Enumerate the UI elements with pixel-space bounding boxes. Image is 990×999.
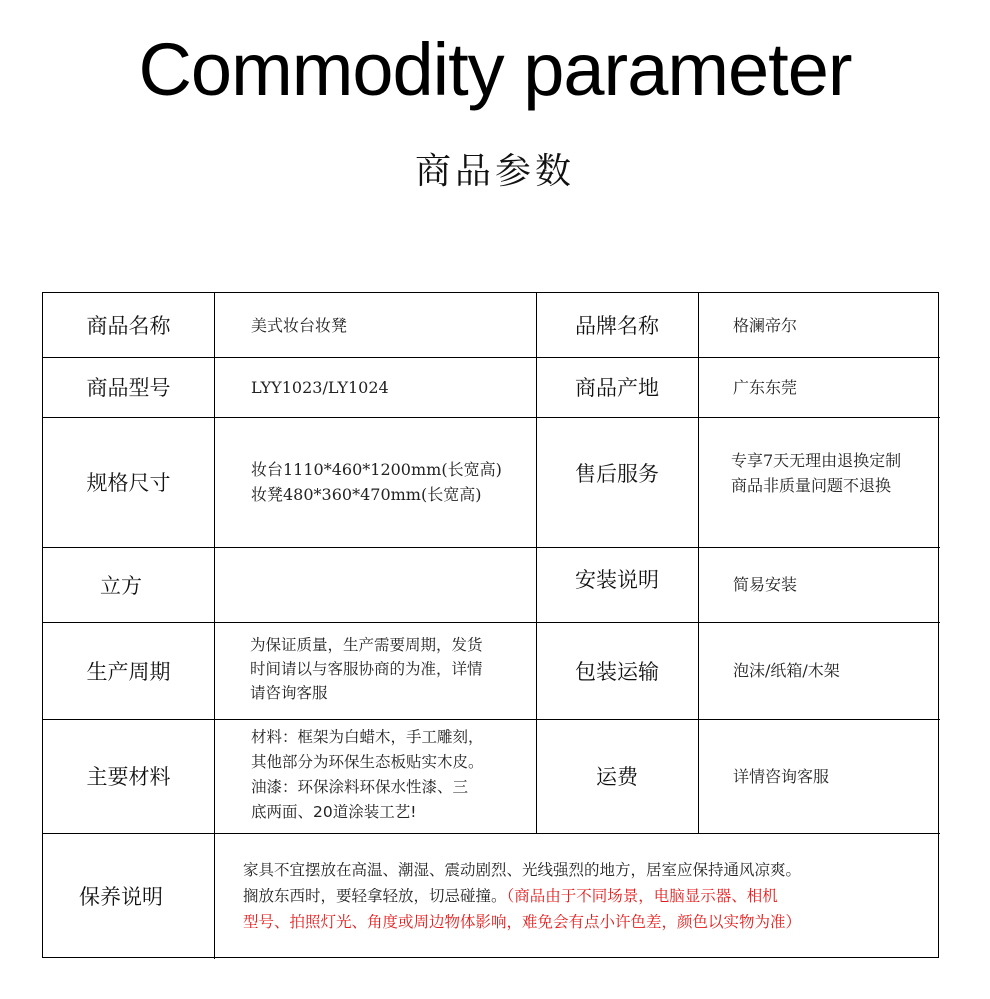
- parameter-table: [42, 292, 939, 958]
- value-dimensions: 妆台1110*460*1200mm(长宽高) 妆凳480*360*470mm(长宽高): [251, 460, 502, 504]
- value-model: LYY1023/LY1024: [251, 377, 389, 397]
- value-materials: 材料：框架为白蜡木，手工雕刻， 其他部分为环保生态板贴实木皮。 油漆：环保涂料环保水性漆、三 底两面、20道涂装工艺!: [251, 728, 484, 821]
- care-line-1: 家具不宜摆放在高温、潮湿、震动剧烈、光线强烈的地方，居室应保持通风凉爽。: [243, 861, 802, 879]
- label-installation: 安装说明: [575, 568, 659, 592]
- value-care: [243, 833, 940, 959]
- care-color-note-2: 型号、拍照灯光、角度或周边物体影响，难免会有点小许色差，颜色以实物为准）: [243, 913, 802, 931]
- label-production-cycle: 生产周期: [86, 659, 171, 684]
- care-line-2: 搁放东西时，要轻拿轻放，切忌碰撞。（商品由于不同场景，电脑显示器、相机: [243, 887, 778, 905]
- label-materials: 主要材料: [86, 765, 171, 789]
- value-origin: 广东东莞: [733, 377, 798, 397]
- label-product-name: 商品名称: [86, 314, 171, 338]
- value-volume: [251, 547, 536, 622]
- value-after-sales: 专享7天无理由退换定制 商品非质量问题不退换: [731, 451, 902, 495]
- page-title-english: Commodity parameter: [138, 28, 852, 111]
- care-color-note-1: （商品由于不同场景，电脑显示器、相机: [506, 887, 778, 905]
- value-product-name: 美式妆台妆凳: [251, 315, 348, 335]
- label-model: 商品型号: [86, 376, 171, 400]
- value-installation: 简易安装: [733, 575, 798, 594]
- value-production-cycle: 为保证质量，生产需要周期，发货 时间请以与客服协商的为准，详情 请咨询客服: [250, 636, 483, 702]
- page-title-chinese: 商品参数: [414, 151, 575, 192]
- label-shipping-fee: 运费: [596, 765, 638, 789]
- value-brand-name: 格澜帝尔: [733, 315, 798, 335]
- label-care: 保养说明: [79, 885, 163, 909]
- label-after-sales: 售后服务: [575, 462, 659, 486]
- label-brand-name: 品牌名称: [575, 314, 659, 338]
- label-volume: 立方: [100, 573, 142, 598]
- label-packaging: 包装运输: [575, 659, 659, 684]
- value-packaging: 泡沫/纸箱/木架: [733, 661, 840, 680]
- value-shipping-fee: 详情咨询客服: [733, 766, 830, 786]
- label-dimensions: 规格尺寸: [86, 471, 171, 495]
- label-origin: 商品产地: [575, 376, 659, 400]
